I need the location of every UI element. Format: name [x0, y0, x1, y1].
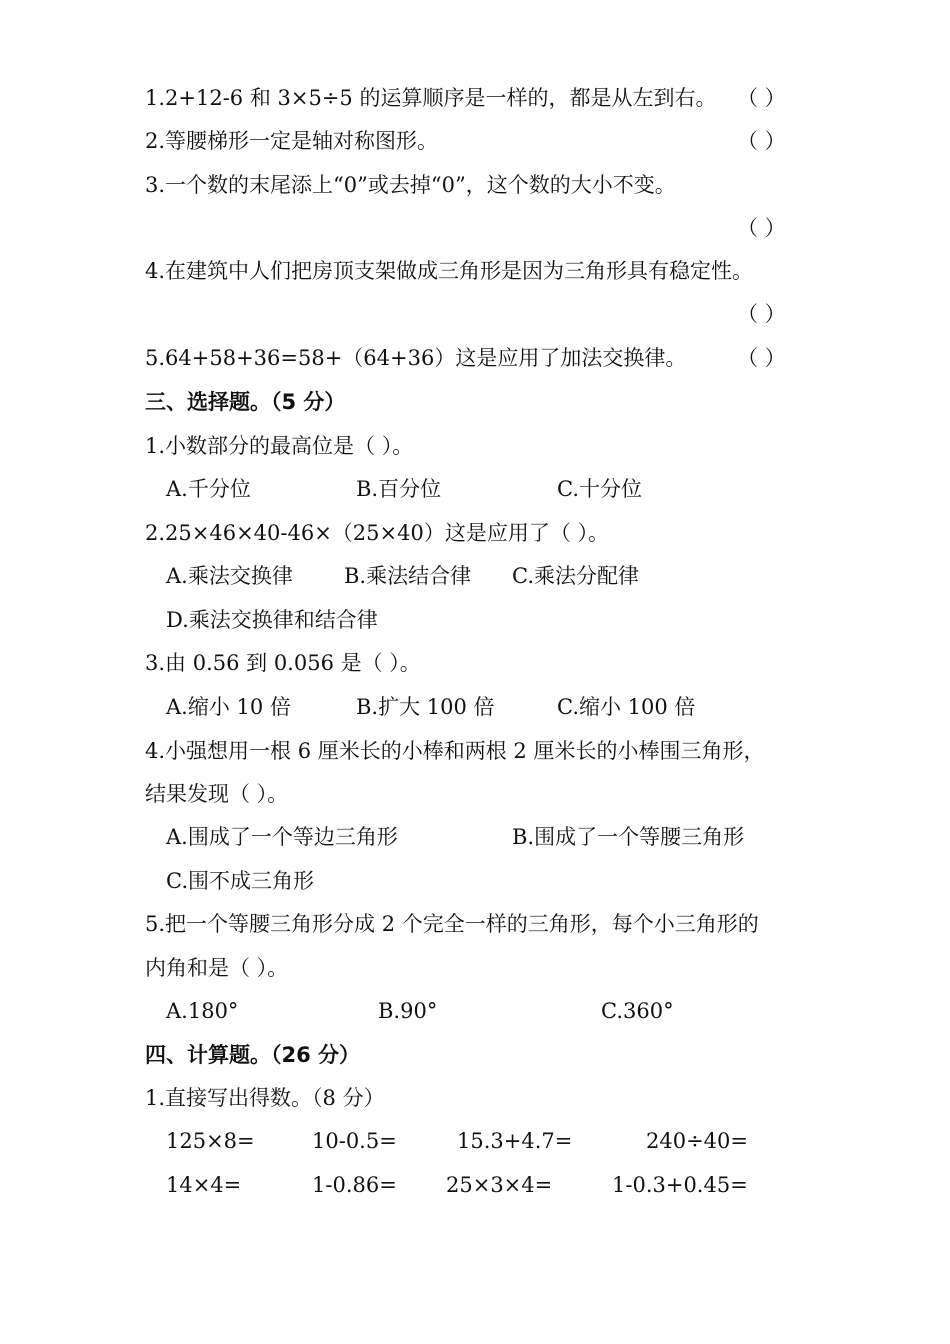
calc-item: 15.3+4.7=	[457, 1129, 573, 1153]
choice-4-option-a: A.围成了一个等边三角形	[166, 825, 398, 849]
answer-blank-4: （ ）	[737, 302, 786, 326]
judgment-question-2: 2.等腰梯形一定是轴对称图形。	[145, 129, 439, 153]
answer-blank-1: （ ）	[737, 86, 786, 110]
judgment-question-3: 3.一个数的末尾添上“0”或去掉“0”，这个数的大小不变。	[145, 173, 676, 197]
choice-5-option-a: A.180°	[166, 999, 239, 1023]
choice-question-3: 3.由 0.56 到 0.056 是（ ）。	[145, 651, 421, 675]
answer-blank-5: （ ）	[737, 346, 786, 370]
choice-3-option-b: B.扩大 100 倍	[356, 695, 495, 719]
calc-item: 1-0.3+0.45=	[612, 1173, 748, 1197]
choice-5-option-b: B.90°	[378, 999, 438, 1023]
calc-item: 1-0.86=	[312, 1173, 397, 1197]
choice-2-option-a: A.乘法交换律	[166, 564, 293, 588]
calc-item: 14×4=	[166, 1173, 242, 1197]
choice-2-option-c: C.乘法分配律	[512, 564, 639, 588]
calc-item: 25×3×4=	[446, 1173, 553, 1197]
choice-question-5-line-1: 5.把一个等腰三角形分成 2 个完全一样的三角形，每个小三角形的	[145, 912, 759, 936]
calc-question-1: 1.直接写出得数。（8 分）	[145, 1086, 385, 1110]
section-heading-calc: 四、计算题。（26 分）	[145, 1043, 361, 1067]
choice-4-option-b: B.围成了一个等腰三角形	[512, 825, 745, 849]
choice-5-option-c: C.360°	[601, 999, 674, 1023]
choice-2-option-d: D.乘法交换律和结合律	[166, 608, 378, 632]
judgment-question-5: 5.64+58+36=58+（64+36）这是应用了加法交换律。	[145, 346, 687, 370]
choice-4-option-c: C.围不成三角形	[166, 869, 314, 893]
answer-blank-2: （ ）	[737, 129, 786, 153]
choice-1-option-c: C.十分位	[557, 477, 642, 501]
choice-question-5-line-2: 内角和是（ ）。	[145, 956, 289, 980]
section-heading-choice: 三、选择题。（5 分）	[145, 390, 346, 414]
choice-question-4-line-2: 结果发现（ ）。	[145, 782, 289, 806]
choice-question-4-line-1: 4.小强想用一根 6 厘米长的小棒和两根 2 厘米长的小棒围三角形，	[145, 739, 765, 763]
calc-item: 125×8=	[166, 1129, 255, 1153]
judgment-question-4: 4.在建筑中人们把房顶支架做成三角形是因为三角形具有稳定性。	[145, 259, 754, 283]
answer-blank-3: （ ）	[737, 216, 786, 240]
judgment-question-1: 1.2+12-6 和 3×5÷5 的运算顺序是一样的，都是从左到右。	[145, 86, 717, 110]
choice-1-option-a: A.千分位	[166, 477, 251, 501]
choice-2-option-b: B.乘法结合律	[344, 564, 472, 588]
calc-item: 10-0.5=	[312, 1129, 397, 1153]
choice-1-option-b: B.百分位	[356, 477, 442, 501]
choice-3-option-c: C.缩小 100 倍	[557, 695, 696, 719]
choice-question-1: 1.小数部分的最高位是（ ）。	[145, 434, 414, 458]
choice-question-2: 2.25×46×40-46×（25×40）这是应用了（ ）。	[145, 521, 610, 545]
calc-item: 240÷40=	[646, 1129, 748, 1153]
choice-3-option-a: A.缩小 10 倍	[166, 695, 291, 719]
